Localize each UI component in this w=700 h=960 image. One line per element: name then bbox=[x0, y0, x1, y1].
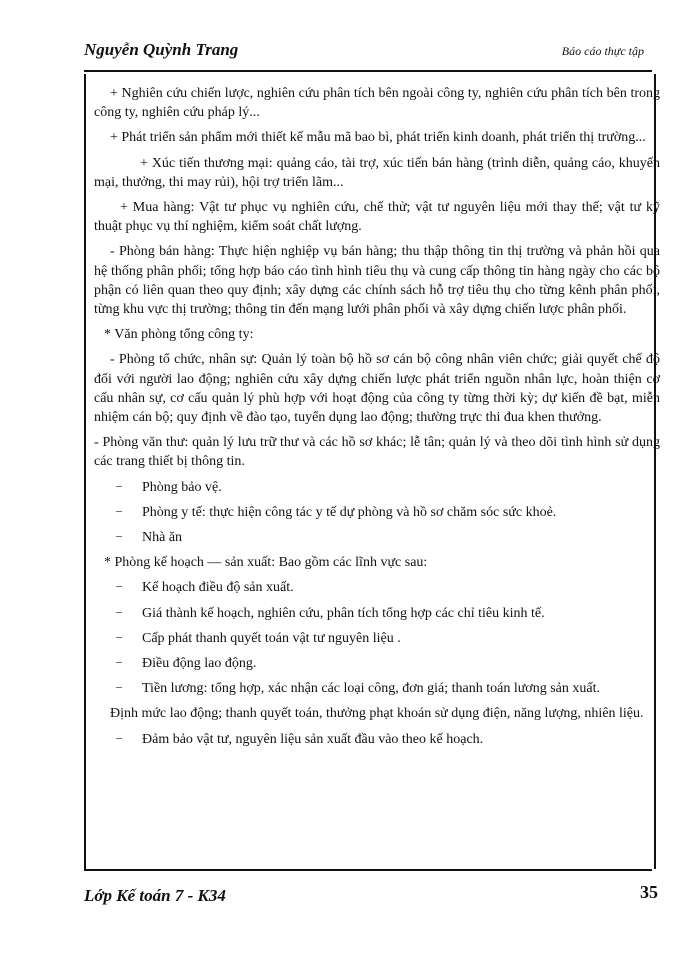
paragraph-trade-promotion: + Xúc tiến thương mại: quảng cáo, tài trợ, xúc tiến bán hàng (trình diễn, quảng cáo, khuyến mại, thưởng, thi may rủi), hội trợ triển lãm... bbox=[94, 155, 660, 190]
list-item: – Điều động lao động. bbox=[116, 654, 257, 672]
footer-rule bbox=[84, 869, 652, 871]
list-item: – Đảm bảo vật tư, nguyên liệu sản xuất đầu vào theo kế hoạch. bbox=[116, 729, 484, 747]
paragraph-purchasing: + Mua hàng: Vật tư phục vụ nghiên cứu, chế thử; vật tư nguyên liệu mới thay thế; vật tư kỹ thuật phục vụ thí nghiệm, kiểm soát chất lượng. bbox=[94, 200, 660, 235]
paragraph-strategy-research: + Nghiên cứu chiến lược, nghiên cứu phân tích bên ngoài công ty, nghiên cứu phân tích bên trong công ty, nghiên cứu pháp lý... bbox=[94, 86, 660, 121]
header-doc-title: Báo cáo thực tập bbox=[561, 44, 644, 58]
dash-bullet: – bbox=[116, 628, 122, 643]
paragraph-product-development: + Phát triển sản phẩm mới thiết kế mẫu mã bao bì, phát triển kinh doanh, phát triển thị trường... bbox=[110, 130, 646, 146]
footer-class-label: Lớp Kế toán 7 - K34 bbox=[84, 886, 226, 905]
list-item: – Tiền lương: tổng hợp, xác nhận các loại công, đơn giá; thanh toán lương sản xuất. bbox=[116, 679, 600, 697]
heading-planning-production: * Phòng kế hoạch — sản xuất: Bao gồm các lĩnh vực sau: bbox=[104, 555, 428, 571]
dash-bullet: – bbox=[116, 679, 122, 694]
list-item: – Kế hoạch điều độ sản xuất. bbox=[116, 578, 294, 596]
page-header bbox=[84, 36, 644, 66]
dash-bullet: – bbox=[116, 729, 122, 744]
paragraph-hr-department: - Phòng tổ chức, nhân sự: Quản lý toàn bộ hồ sơ cán bộ công nhân viên chức; giải quyết chế độ đối với người lao động; nghiên cứu xây dựng chiến lược phát triển nguồn nhân lực, hoàn thiện cơ cấu nhân sự, cơ cấu quản lý phù hợp với hoạt động của công ty từng thời kỳ; dự kiến đề bạt, miễn nhiệm cán bộ; quy định về đào tạo, tuyển dụng lao động; thường trực thi đua khen thưởng. bbox=[94, 352, 660, 426]
paragraph-sales-department: - Phòng bán hàng: Thực hiện nghiệp vụ bán hàng; thu thập thông tin thị trường và phản hồi qua hệ thống phân phối; tổng hợp báo cáo tình hình tiêu thụ và cung cấp thông tin hàng ngày cho các bộ phận có liên quan theo quy định; xây dựng các chính sách hỗ trợ tiêu thụ cho từng kênh phân phối, từng khu vực thị trường; thông tin đến mạng lưới phân phối và xây dựng chiến lược phân phối. bbox=[94, 244, 660, 318]
paragraph-clerical-office: - Phòng văn thư: quản lý lưu trữ thư và các hồ sơ khác; lễ tân; quản lý và theo dõi tình hình sử dụng các trang thiết bị thông tin. bbox=[94, 435, 660, 470]
dash-bullet: – bbox=[116, 528, 122, 543]
header-rule bbox=[84, 70, 652, 72]
list-item: – Phòng bảo vệ. bbox=[116, 477, 222, 495]
dash-bullet: – bbox=[116, 603, 122, 618]
page-footer bbox=[84, 882, 658, 912]
dash-bullet: – bbox=[116, 654, 122, 669]
dash-bullet: – bbox=[116, 502, 122, 517]
page-number: 35 bbox=[640, 882, 658, 902]
paragraph-labor-norms: Định mức lao động; thanh quyết toán, thưởng phạt khoán sử dụng điện, năng lượng, nhiên liệu. bbox=[110, 706, 644, 722]
heading-head-office: * Văn phòng tổng công ty: bbox=[104, 327, 254, 343]
page-body bbox=[94, 84, 660, 755]
header-author: Nguyễn Quỳnh Trang bbox=[84, 40, 239, 59]
list-item: – Nhà ăn bbox=[116, 528, 183, 546]
list-item: – Phòng y tế: thực hiện công tác y tế dự phòng và hồ sơ chăm sóc sức khoẻ. bbox=[116, 502, 557, 520]
list-item: – Giá thành kế hoạch, nghiên cứu, phân tích tổng hợp các chỉ tiêu kinh tế. bbox=[116, 603, 545, 621]
dash-bullet: – bbox=[116, 578, 122, 593]
list-item: – Cấp phát thanh quyết toán vật tư nguyên liệu . bbox=[116, 628, 401, 646]
dash-bullet: – bbox=[116, 477, 122, 492]
